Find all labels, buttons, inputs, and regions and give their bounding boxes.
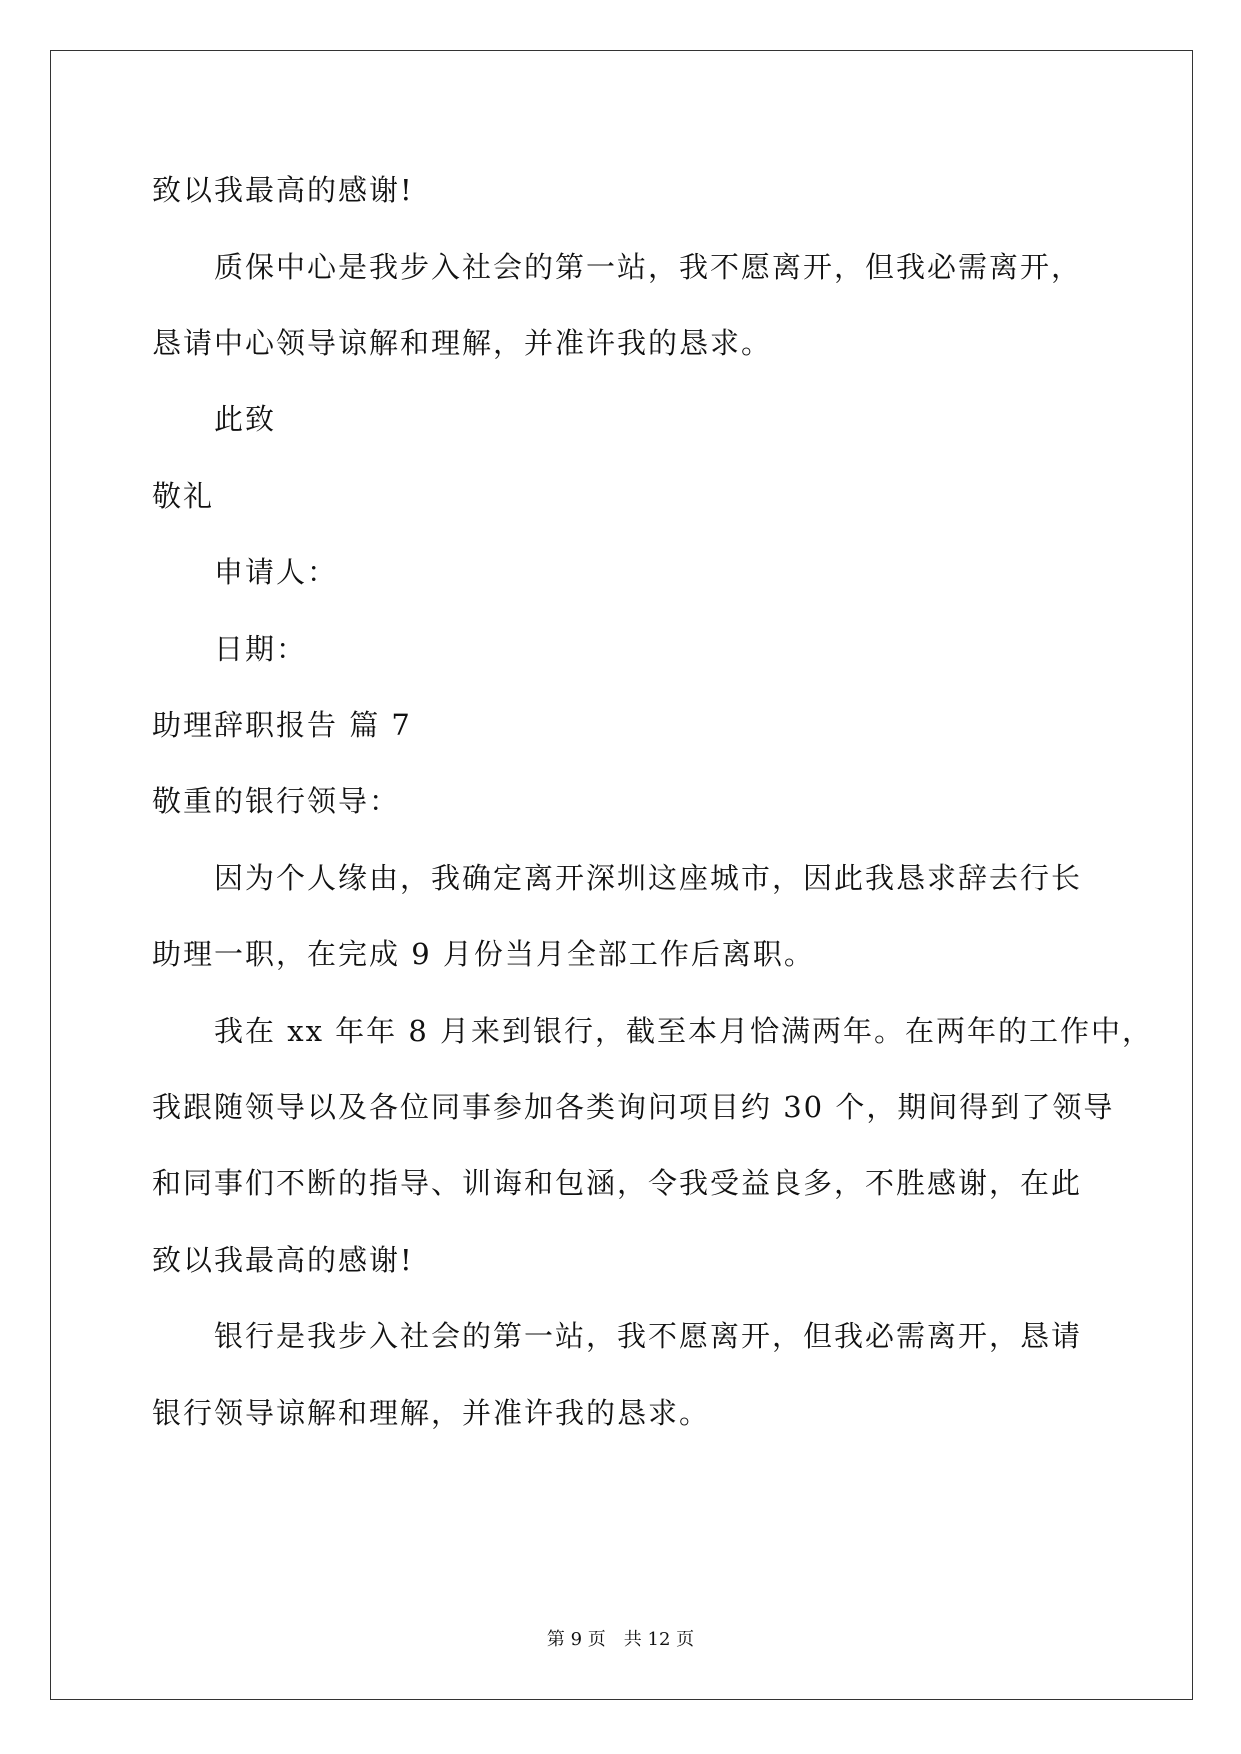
paragraph-line: 我在 xx 年年 8 月来到银行，截至本月恰满两年。在两年的工作中， bbox=[214, 1014, 1154, 1048]
paragraph-line: 银行领导谅解和理解，并准许我的恳求。 bbox=[152, 1396, 711, 1430]
paragraph-line: 银行是我步入社会的第一站，我不愿离开，但我必需离开，恳请 bbox=[214, 1319, 1083, 1353]
paragraph-line: 和同事们不断的指导、训诲和包涵，令我受益良多，不胜感谢，在此 bbox=[152, 1166, 1083, 1200]
closing-salutation: 此致 bbox=[214, 402, 277, 436]
section-heading: 助理辞职报告 篇 7 bbox=[152, 708, 412, 742]
paragraph-line: 质保中心是我步入社会的第一站，我不愿离开，但我必需离开， bbox=[214, 250, 1083, 284]
paragraph-line: 因为个人缘由，我确定离开深圳这座城市，因此我恳求辞去行长 bbox=[214, 861, 1083, 895]
paragraph-line: 我跟随领导以及各位同事参加各类询问项目约 30 个，期间得到了领导 bbox=[152, 1090, 1115, 1124]
paragraph-line: 致以我最高的感谢! bbox=[152, 173, 414, 207]
page-number-footer: 第 9 页 共 12 页 bbox=[546, 1629, 695, 1650]
greeting: 敬重的银行领导： bbox=[152, 784, 401, 818]
paragraph-line: 助理一职，在完成 9 月份当月全部工作后离职。 bbox=[152, 937, 815, 971]
date-label: 日期： bbox=[214, 632, 308, 666]
applicant-label: 申请人： bbox=[214, 555, 339, 589]
closing-respect: 敬礼 bbox=[152, 479, 215, 513]
paragraph-line: 致以我最高的感谢! bbox=[152, 1243, 414, 1277]
paragraph-line: 恳请中心领导谅解和理解，并准许我的恳求。 bbox=[152, 326, 773, 360]
